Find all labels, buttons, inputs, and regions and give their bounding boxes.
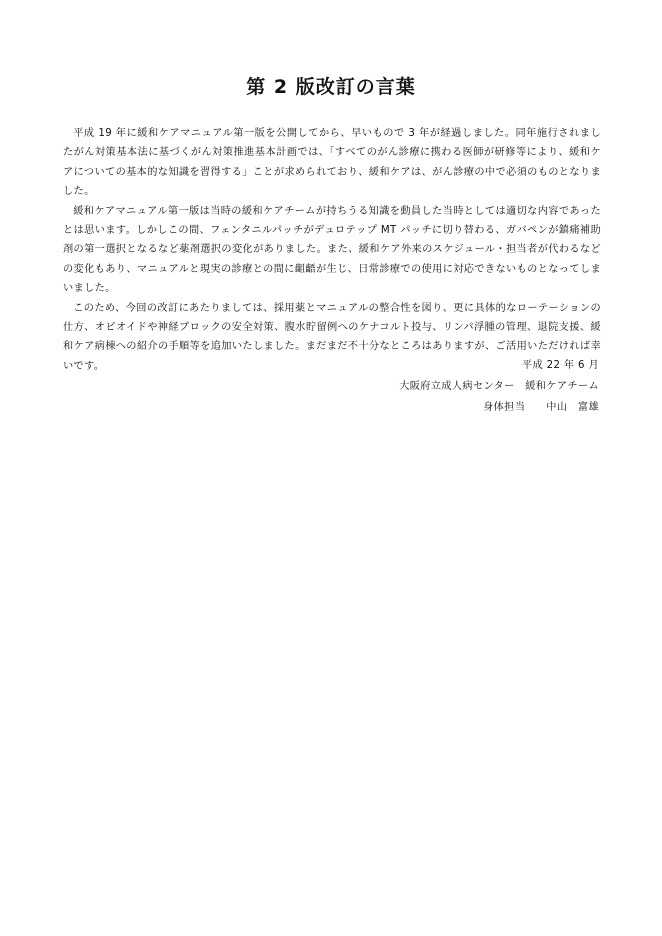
paragraph: 緩和ケアマニュアル第一版は当時の緩和ケアチームが持ちうる知識を動員した当時としては適切な内容であったとは思います。しかしこの間、フェンタニルパッチがデュロテップ MT パッチに切り替わる、ガバペンが鎮痛補助剤の第一選択となるなど薬剤選択の変化がありました。また、緩和ケア外来のスケジュール・担当者が代わるなどの変化もあり、マニュアルと現実の診療との間に齟齬が生じ、日常診療での使用に対応できないものとなってしまいました。 [63,205,601,295]
signature-author: 身体担当 中山 富雄 [483,402,599,413]
paragraph: このため、今回の改訂にあたりましては、採用薬とマニュアルの整合性を図り、更に具体的なローテーションの仕方、オピオイドや神経ブロックの安全対策、腹水貯留例へのケナコルト投与、リンパ浮腫の管理、退院支援、緩和ケア病棟への紹介の手順等を追加いたしました。まだまだ不十分なところはありますが、ご活用いただければ幸いです。 [63,302,601,372]
signature-date: 平成 22 年 6 月 [522,360,599,371]
signature-organization: 大阪府立成人病センター 緩和ケアチーム [399,381,599,392]
signature-block [199,355,599,418]
paragraph: 平成 19 年に緩和ケアマニュアル第一版を公開してから、早いもので 3 年が経過しました。同年施行されましたがん対策基本法に基づくがん対策推進基本計画では、「すべてのがん診療に携わる医師が研修等により、緩和ケアについての基本的な知識を習得する」ことが求められており、緩和ケアは、がん診療の中で必須のものとなりました。 [63,128,601,198]
document-title: 第 2 版改訂の言葉 [246,76,416,98]
document-body [63,124,601,376]
